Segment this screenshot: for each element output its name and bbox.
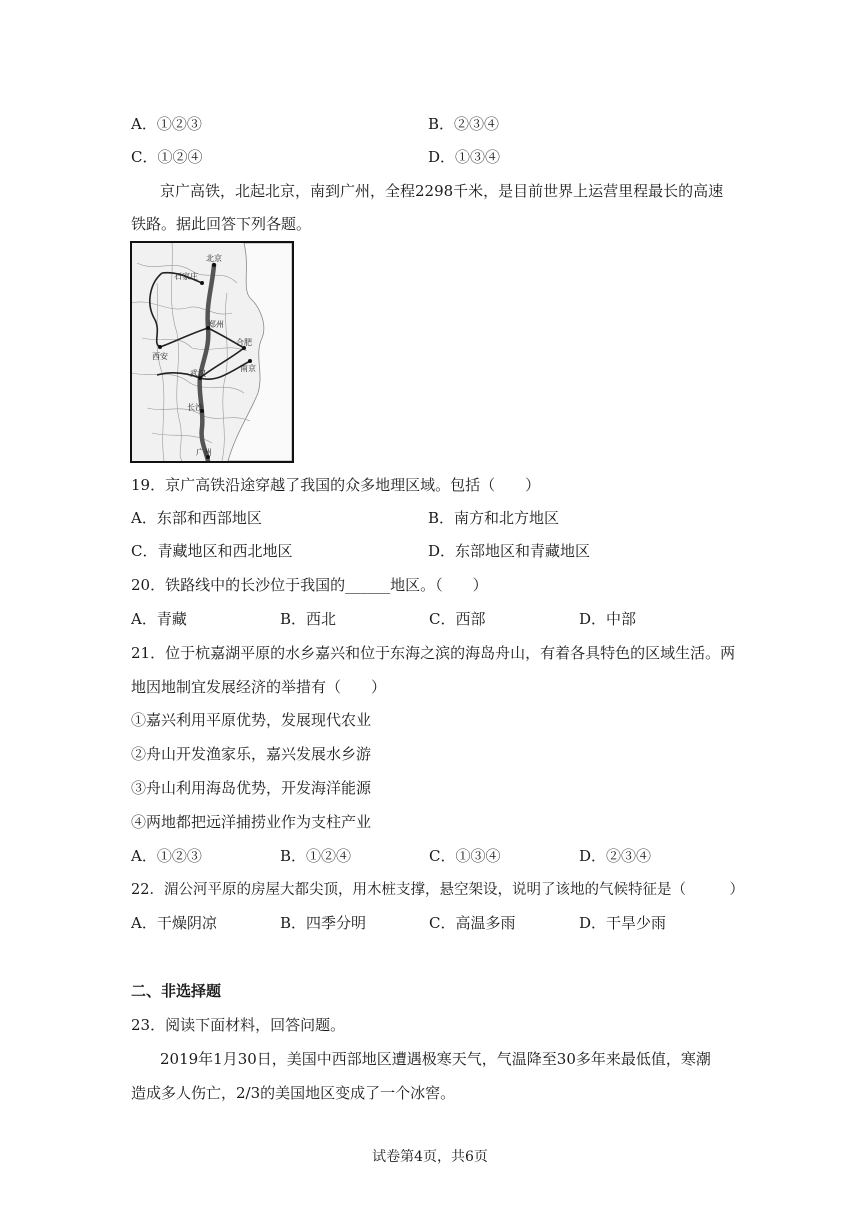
map-label-nanjing: 南京 (240, 364, 256, 373)
q21-option-b: B．①②④ (280, 847, 352, 865)
map-label-beijing: 北京 (206, 254, 222, 263)
map-label-wuhan: 武汉 (190, 369, 206, 378)
q21-statement-4: ④两地都把远洋捕捞业作为支柱产业 (131, 813, 372, 831)
q19-option-c: C．青藏地区和西北地区 (131, 542, 293, 560)
q19-option-a: A．东部和西部地区 (131, 509, 262, 527)
q23-stem: 23．阅读下面材料，回答问题。 (131, 1016, 346, 1034)
q19-option-d: D．东部地区和青藏地区 (428, 542, 591, 560)
q20-option-a: A．青藏 (131, 610, 187, 628)
q21-statement-1: ①嘉兴利用平原优势，发展现代农业 (131, 711, 372, 729)
prev-option-a: A．①②③ (131, 115, 202, 133)
q23-paragraph-line-2: 造成多人伤亡，2/3的美国地区变成了一个冰窖。 (131, 1084, 456, 1102)
passage-line-2: 铁路。据此回答下列各题。 (131, 215, 312, 233)
q20-option-c: C．西部 (429, 610, 486, 628)
map-label-hefei: 合肥 (236, 338, 252, 347)
q20-option-b: B．西北 (280, 610, 337, 628)
q19-stem: 19．京广高铁沿途穿越了我国的众多地理区域。包括（ ） (131, 476, 541, 494)
passage-line-1: 京广高铁，北起北京，南到广州，全程2298千米，是目前世界上运营里程最长的高速 (160, 182, 724, 200)
section-title: 二、非选择题 (131, 982, 222, 1000)
q22-stem: 22．湄公河平原的房屋大都尖顶，用木桩支撑，悬空架设，说明了该地的气候特征是（ ） (131, 882, 744, 898)
map-label-changsha: 长沙 (187, 403, 203, 412)
q21-stem-line-2: 地因地制宜发展经济的举措有（ ） (131, 678, 387, 696)
q20-option-d: D．中部 (579, 610, 637, 628)
map-label-shijiazhuang: 石家庄 (174, 272, 198, 281)
map-label-zhengzhou: 郑州 (208, 320, 224, 329)
page-footer: 试卷第4页，共6页 (372, 1149, 488, 1165)
q22-option-b: B．四季分明 (280, 914, 367, 932)
q23-paragraph-line-1: 2019年1月30日，美国中西部地区遭遇极寒天气，气温降至30多年来最低值，寒潮 (160, 1050, 711, 1068)
map-label-guangzhou: 广州 (196, 448, 212, 457)
q21-option-c: C．①③④ (429, 847, 501, 865)
q21-option-d: D．②③④ (579, 847, 652, 865)
q22-option-a: A．干燥阴凉 (131, 914, 217, 932)
prev-option-c: C．①②④ (131, 148, 203, 166)
q21-stem-line-1: 21．位于杭嘉湖平原的水乡嘉兴和位于东海之滨的海岛舟山，有着各具特色的区域生活。两 (131, 644, 736, 662)
q22-option-c: C．高温多雨 (429, 914, 516, 932)
map-label-xian: 西安 (152, 352, 168, 361)
q19-option-b: B．南方和北方地区 (428, 509, 560, 527)
q21-statement-3: ③舟山利用海岛优势，开发海洋能源 (131, 779, 372, 797)
q21-statement-2: ②舟山开发渔家乐，嘉兴发展水乡游 (131, 745, 372, 763)
prev-option-b: B．②③④ (428, 115, 500, 133)
prev-option-d: D．①③④ (428, 148, 501, 166)
q22-option-d: D．干旱少雨 (579, 914, 667, 932)
railway-map (130, 241, 294, 463)
q21-option-a: A．①②③ (131, 847, 202, 865)
q20-stem: 20．铁路线中的长沙位于我国的______地区。（ ） (131, 576, 488, 594)
